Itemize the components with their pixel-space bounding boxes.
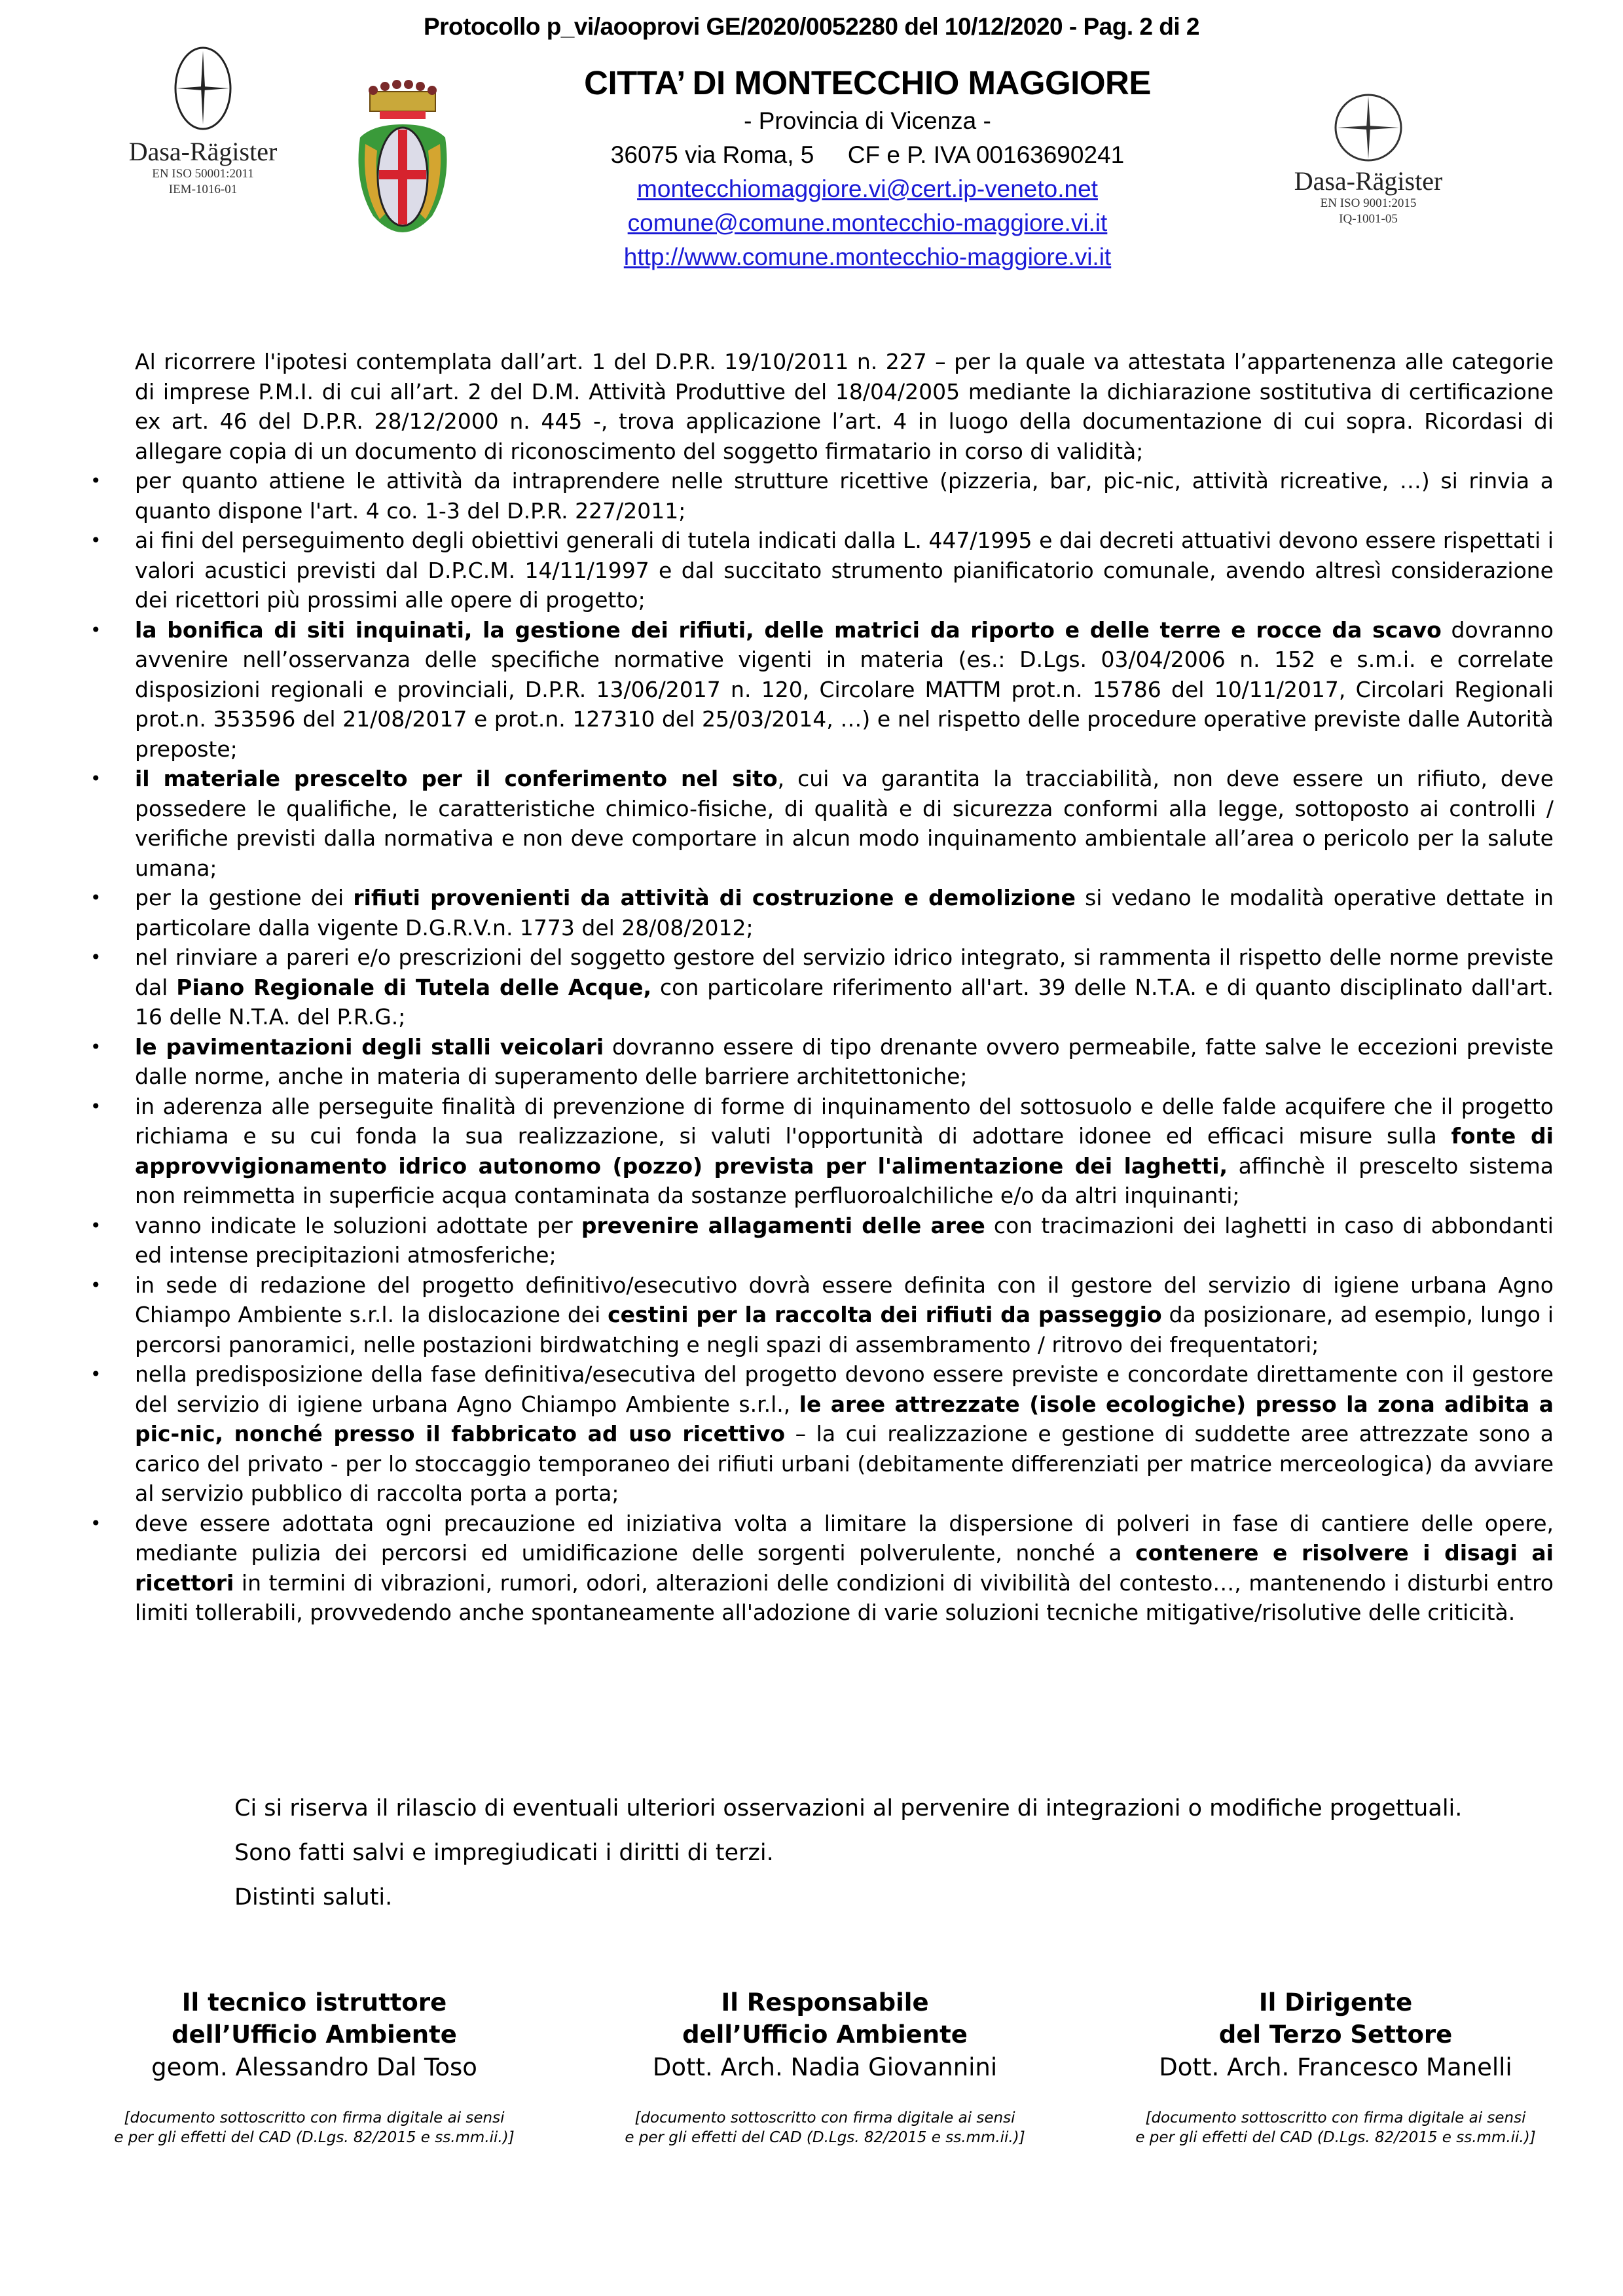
logo-brand: Dasa-Rägister (128, 137, 278, 166)
signer-office: del Terzo Settore (1218, 2020, 1453, 2049)
signature-manager (589, 1986, 1061, 2147)
signer-role: Il Responsabile (721, 1988, 929, 2017)
address-vat: 36075 via Roma, 5 CF e P. IVA 00163690241 (610, 141, 1125, 168)
item-text: nella predisposizione della fase definitiva/esecutiva del progetto devono essere previste e concordate direttamente con il gestore del servizio di igiene urbana Agno Chiampo Ambiente s.r.l., (135, 1361, 1554, 1417)
emphasis-text: fonte di approvvigionamento idrico autonomo (pozzo) prevista per l'alimentazione dei laghetti, (135, 1123, 1554, 1179)
emphasis-text: Piano Regionale di Tutela delle Acque, (176, 974, 652, 1000)
item-text: per quanto attiene le attività da intraprendere nelle strutture ricettive (pizzeria, bar, pic-nic, attività ricreative, …) si rinvia a quanto dispone l'art. 4 co. 1-3 del D.P.R. 227/2011; (135, 468, 1554, 524)
logo-code: IQ-1001-05 (1339, 212, 1398, 226)
item-text: affinchè il prescelto sistema non reimmetta in superficie acqua contaminata da sostanze perfluoroalchiliche e/o da altri inquinanti; (135, 1153, 1554, 1208)
intro-paragraph: Al ricorrere l'ipotesi contemplata dall’art. 1 del D.P.R. 19/10/2011 n. 227 – per la quale va attestata l’appartenenza alle categorie di imprese P.M.I. di cui all’art. 2 del D.M. Attività Produttive del 18/04/2005 mediante la dichiarazione sostitutiva di certificazione ex art. 46 del D.P.R. 28/12/2000 n. 445 -, trova applicazione l’art. 4 in luogo della documentazione di cui sopra. Ricordasi di allegare copia di un documento di riconoscimento del soggetto firmatario in corso di validità; (135, 349, 1554, 464)
bullet-icon: • (90, 768, 101, 789)
signature-technician (79, 1986, 550, 2147)
item-text: , cui va garantita la tracciabilità, non deve essere un rifiuto, deve possedere le qualifiche, le caratteristiche chimico-fisiche, di qualità e di sicurezza conformi alla legge, sottoposto ai controlli / verifiche previsti dalla normativa e non deve comportare in alcun modo inquinamento ambientale all’area o pericolo per la salute umana; (135, 766, 1554, 881)
emphasis-text: contenere e risolvere i disagi ai ricettori (135, 1540, 1554, 1596)
signer-office: dell’Ufficio Ambiente (172, 2020, 457, 2049)
item-text: – la cui realizzazione e gestione di suddette aree attrezzate sono a carico del privato - per lo stoccaggio temporaneo dei rifiuti urbani (debitamente differenziati per matrice merceologica) da avviare al servizio pubblico di raccolta porta a porta; (135, 1421, 1554, 1506)
bullet-icon: • (90, 1363, 101, 1385)
item-text: in sede di redazione del progetto definitivo/esecutivo dovrà essere definita con il gestore del servizio di igiene urbana Agno Chiampo Ambiente s.r.l. la dislocazione dei (135, 1272, 1554, 1327)
city-name: CITTA’ DI MONTECCHIO MAGGIORE (584, 64, 1151, 101)
prescription-item (90, 764, 1554, 883)
item-text: dovranno essere di tipo drenante ovvero permeabile, fatte salve le eccezioni previste dalle norme, anche in materia di superamento delle barriere architettoniche; (135, 1033, 1554, 1089)
prescription-item (90, 1092, 1554, 1211)
logo-standard: EN ISO 9001:2015 (1320, 196, 1417, 210)
closing-block (117, 1793, 1554, 1912)
website-link[interactable]: http://www.comune.montecchio-maggiore.vi.it (623, 243, 1112, 270)
dasa-register-logo-left (105, 39, 301, 198)
digital-signature-note (589, 2108, 1061, 2147)
province: - Provincia di Vicenza - (744, 107, 991, 134)
prescription-item (90, 1032, 1554, 1092)
bullet-icon: • (90, 1274, 101, 1296)
logo-standard: EN ISO 50001:2011 (152, 167, 254, 181)
bullet-icon: • (90, 619, 101, 641)
bullet-icon: • (90, 1035, 101, 1058)
item-text: vanno indicate le soluzioni adottate per (135, 1212, 581, 1238)
prescription-item (90, 1359, 1554, 1509)
note-line-1: [documento sottoscritto con firma digitale ai sensi (124, 2109, 505, 2126)
bullet-icon: • (90, 887, 101, 908)
signer-role: Il tecnico istruttore (181, 1988, 447, 2017)
prescription-item (90, 942, 1554, 1032)
logo-code: IEM-1016-01 (168, 183, 238, 196)
logo-brand: Dasa-Rägister (1294, 166, 1443, 196)
emphasis-text: la bonifica di siti inquinati, la gestione dei rifiuti, delle matrici da riporto e delle terre e rocce da scavo (135, 617, 1442, 643)
signer-office: dell’Ufficio Ambiente (682, 2020, 968, 2049)
note-line-1: [documento sottoscritto con firma digitale ai sensi (1145, 2109, 1526, 2126)
bullet-icon: • (90, 470, 101, 492)
pec-email-link[interactable]: montecchiomaggiore.vi@cert.ip-veneto.net (637, 175, 1098, 202)
prescription-list (90, 466, 1554, 1628)
emphasis-text: le pavimentazioni degli stalli veicolari (135, 1033, 604, 1060)
bullet-icon: • (90, 1095, 101, 1117)
signer-name: Dott. Arch. Francesco Manelli (1159, 2053, 1512, 2081)
emphasis-text: le aree attrezzate (isole ecologiche) presso la zona adibita a pic-nic, nonché presso il fabbricato ad uso ricettivo (135, 1391, 1554, 1446)
compass-cross-icon (1332, 88, 1404, 167)
item-text: in termini di vibrazioni, rumori, odori, alterazioni delle condizioni di vivibilità del contesto…, mantenendo i disturbi entro limiti tollerabili, provvedendo anche spontaneamente all'adozione di varie soluzioni tecniche mitigative/risolutive delle criticità. (135, 1570, 1554, 1625)
item-text: ai fini del perseguimento degli obiettivi generali di tutela indicati dalla L. 447/1995 e dai decreti attuativi devono essere rispettati i valori acustici previsti dal D.P.C.M. 14/11/1997 e dal succitato strumento pianificatorio comunale, avendo altresì considerazione dei ricettori più prossimi alle opere di progetto; (135, 528, 1554, 613)
emphasis-text: il materiale prescelto per il conferimento nel sito (135, 766, 778, 791)
note-line-1: [documento sottoscritto con firma digitale ai sensi (634, 2109, 1015, 2126)
email-link[interactable]: comune@comune.montecchio-maggiore.vi.it (627, 209, 1108, 236)
signature-director (1100, 1986, 1571, 2147)
prescription-item (90, 1211, 1554, 1270)
digital-signature-note (79, 2108, 550, 2147)
item-text: con tracimazioni dei laghetti in caso di abbondanti ed intense precipitazioni atmosferiche; (135, 1212, 1554, 1268)
emphasis-text: prevenire allagamenti delle aree (581, 1212, 985, 1238)
emphasis-text: cestini per la raccolta dei rifiuti da passeggio (608, 1302, 1162, 1327)
digital-signature-note (1100, 2108, 1571, 2147)
letterhead (524, 62, 1211, 274)
letter-body (90, 347, 1554, 1628)
signature-block (79, 1986, 1571, 2147)
item-text: per la gestione dei (135, 885, 354, 910)
bullet-icon: • (90, 1214, 101, 1236)
signer-name: Dott. Arch. Nadia Giovannini (652, 2053, 998, 2081)
note-line-2: e per gli effetti del CAD (D.Lgs. 82/2015 e ss.mm.ii.)] (114, 2129, 515, 2146)
bullet-icon: • (90, 529, 101, 551)
bullet-icon: • (90, 1512, 101, 1534)
protocol-header: Protocollo p_vi/aooprovi GE/2020/0052280 del 10/12/2020 - Pag. 2 di 2 (423, 13, 1200, 40)
note-line-2: e per gli effetti del CAD (D.Lgs. 82/2015 e ss.mm.ii.)] (625, 2129, 1025, 2146)
reserve-paragraph: Ci si riserva il rilascio di eventuali ulteriori osservazioni al pervenire di integrazioni o modifiche progettuali. (234, 1795, 1463, 1821)
item-text: in aderenza alle perseguite finalità di prevenzione di forme di inquinamento del sottosuolo e delle falde acquifere che il progetto richiama e su cui fonda la sua realizzazione, si valuti l'opportunità di adottare idonee ed efficaci misure sulla (135, 1093, 1554, 1149)
bullet-icon: • (90, 946, 101, 968)
prescription-item (90, 466, 1554, 526)
prescription-item (90, 1270, 1554, 1360)
greeting: Distinti saluti. (234, 1884, 393, 1910)
item-text: deve essere adottata ogni precauzione ed iniziativa volta a limitare la dispersione di polveri in fase di cantiere delle opere, mediante pulizia dei percorsi ed umidificazione delle sorgenti polverulente, nonché a (135, 1510, 1554, 1566)
signer-name: geom. Alessandro Dal Toso (151, 2053, 477, 2081)
city-crest-icon (354, 79, 452, 249)
prescription-item (90, 1509, 1554, 1628)
emphasis-text: rifiuti provenienti da attività di costruzione e demolizione (353, 885, 1076, 910)
item-text: dovranno avvenire nell’osservanza delle specifiche normative vigenti in materia (es.: D.Lgs. 03/04/2006 n. 152 e s.m.i. e correlate disposizioni regionali e provinciali, D.P.R. 13/06/2017 n. 120, Circolare MATTM prot.n. 15786 del 10/11/2017, Circolari Regionali prot.n. 353596 del 21/08/2017 e prot.n. 127310 del 25/03/2014, …) e nel rispetto delle procedure operative previste dalle Autorità preposte; (135, 617, 1554, 762)
prescription-item (90, 883, 1554, 942)
compass-cross-icon (167, 39, 239, 137)
prescription-item (90, 526, 1554, 615)
item-text: da posizionare, ad esempio, lungo i percorsi panoramici, nelle postazioni birdwatching e negli spazi di assembramento / ritrovo dei frequentatori; (135, 1302, 1554, 1357)
note-line-2: e per gli effetti del CAD (D.Lgs. 82/2015 e ss.mm.ii.)] (1135, 2129, 1536, 2146)
signer-role: Il Dirigente (1258, 1988, 1413, 2017)
rights-paragraph: Sono fatti salvi e impregiudicati i diritti di terzi. (234, 1840, 774, 1866)
prescription-item (90, 615, 1554, 764)
item-text: si vedano le modalità operative dettate in particolare dalla vigente D.G.R.V.n. 1773 del 28/08/2012; (135, 885, 1554, 941)
item-text: con particolare riferimento all'art. 39 delle N.T.A. e di quanto disciplinato dall'art. 16 delle N.T.A. del P.R.G.; (135, 974, 1554, 1030)
item-text: nel rinviare a pareri e/o prescrizioni del soggetto gestore del servizio idrico integrato, si rammenta il rispetto delle norme previste dal (135, 944, 1554, 1000)
dasa-register-logo-right (1270, 88, 1467, 227)
